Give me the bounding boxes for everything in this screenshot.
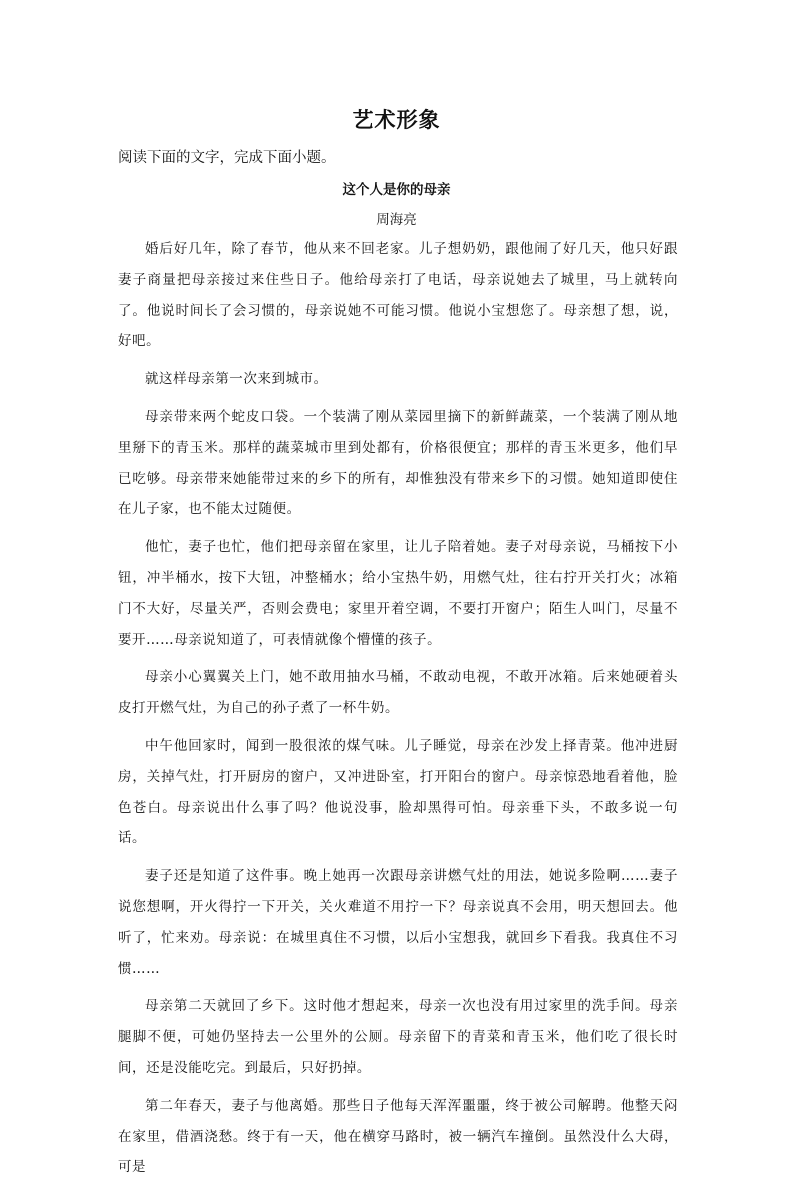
document-heading: 艺术形象: [352, 108, 441, 132]
story-author: 周海亮: [376, 212, 417, 228]
story-body: [118, 234, 678, 1190]
paragraph: 第二年春天，妻子与他离婚。那些日子他每天浑浑噩噩，终于被公司解聘。他整天闷在家里，借酒浇愁。终于有一天，他在横穿马路时，被一辆汽车撞倒。虽然没什么大碍，可是: [118, 1097, 678, 1176]
paragraph: 婚后好几年，除了春节，他从来不回老家。儿子想奶奶，跟他闹了好几天，他只好跟妻子商量把母亲接过来住些日子。他给母亲打了电话，母亲说她去了城里，马上就转向了。他说时间长了会习惯的，母亲说她不可能习惯。他说小宝想您了。母亲想了想，说，好吧。: [118, 241, 678, 350]
paragraph: 他忙，妻子也忙，他们把母亲留在家里，让儿子陪着她。妻子对母亲说，马桶按下小钮，冲半桶水，按下大钮，冲整桶水；给小宝热牛奶，用燃气灶，往右拧开关打火；冰箱门不大好，尽量关严，否则会费电；家里开着空调，不要打开窗户；陌生人叫门，尽量不要开……母亲说知道了，可表情就像个懵懂的孩子。: [118, 539, 678, 648]
paragraph: 妻子还是知道了这件事。晚上她再一次跟母亲讲燃气灶的用法，她说多险啊……妻子说您想啊，开火得拧一下开关，关火难道不用拧一下？母亲说真不会用，明天想回去。他听了，忙来劝。母亲说：在城里真住不习惯，以后小宝想我，就回乡下看我。我真住不习惯……: [118, 868, 678, 977]
paragraph: 母亲带来两个蛇皮口袋。一个装满了刚从菜园里摘下的新鲜蔬菜，一个装满了刚从地里掰下的青玉米。那样的蔬菜城市里到处都有，价格很便宜；那样的青玉米更多，他们早已吃够。母亲带来她能带过来的乡下的所有，却惟独没有带来乡下的习惯。她知道即使住在儿子家，也不能太过随便。: [118, 408, 678, 518]
paragraph: 母亲第二天就回了乡下。这时他才想起来，母亲一次也没有用过家里的洗手间。母亲腿脚不便，可她仍坚持去一公里外的公厕。母亲留下的青菜和青玉米，他们吃了很长时间，还是没能吃完。到最后，只好扔掉。: [118, 998, 678, 1076]
paragraph: 就这样母亲第一次来到城市。: [145, 371, 328, 388]
paragraph: 中午他回家时，闻到一股很浓的煤气味。儿子睡觉，母亲在沙发上择青菜。他冲进厨房，关掉气灶，打开厨房的窗户，又冲进卧室，打开阳台的窗户。母亲惊恐地看着他，脸色苍白。母亲说出什么事了吗？他说没事，脸却黑得可怕。母亲垂下头，不敢多说一句话。: [118, 737, 678, 847]
paragraph: 母亲小心翼翼关上门，她不敢用抽水马桶，不敢动电视，不敢开冰箱。后来她硬着头皮打开燃气灶，为自己的孙子煮了一杯牛奶。: [118, 669, 678, 717]
story-title: 这个人是你的母亲: [342, 182, 451, 198]
reading-instruction: 阅读下面的文字，完成下面小题。: [118, 150, 336, 166]
